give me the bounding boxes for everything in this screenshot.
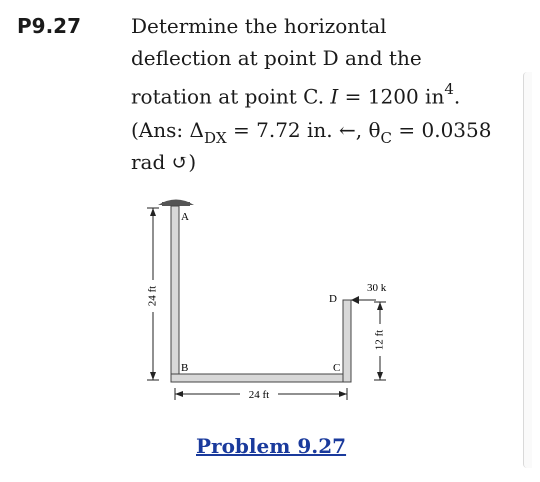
text-segment: = 7.72 in. ←, θ [226,118,381,142]
label-B: B [181,362,189,374]
problem-text-line-3 [131,82,460,109]
load-arrow-30k [351,282,387,304]
load-label: 30 k [367,282,387,294]
subscript: DX [203,129,227,147]
right-dimension [372,302,388,380]
label-C: C [333,362,341,374]
text-segment: ) [188,150,197,174]
panel-edge [523,72,532,468]
moment-of-inertia-symbol: I [330,84,339,109]
frame-diagram [128,190,418,420]
answer-line-2 [131,150,196,174]
label-A: A [181,211,189,223]
exponent: 4 [444,80,454,98]
dim-bottom-label: 24 ft [248,389,270,401]
label-D: D [329,293,337,305]
answer-line [131,118,491,146]
problem-number: P9.27 [17,14,82,38]
text-segment: . [453,84,461,109]
problem-text-line-1: Determine the horizontal [131,14,387,38]
counterclockwise-rotation-icon: ↺ [171,150,189,174]
dim-left-label: 24 ft [146,285,159,307]
left-dimension [145,208,161,380]
fixed-support-A [158,200,194,207]
problem-text-line-2: deflection at point D and the [131,46,422,70]
text-segment: rotation at point C. [131,84,331,109]
text-segment: = 1200 in [338,84,445,109]
bottom-dimension [175,386,347,402]
subscript: C [380,129,393,147]
text-segment: (Ans: Δ [131,118,204,142]
figure-caption-link[interactable]: Problem 9.27 [196,434,347,458]
frame-members [171,206,351,382]
text-segment: rad [131,150,172,174]
text-segment: = 0.0358 [392,118,492,142]
dim-right-label: 12 ft [373,329,386,351]
